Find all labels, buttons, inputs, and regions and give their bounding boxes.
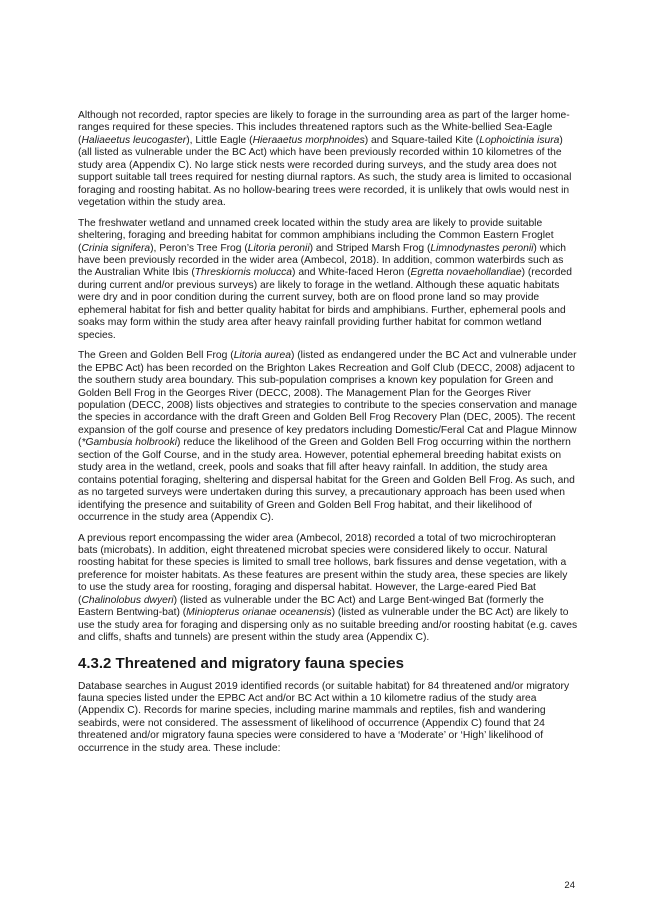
text-run: ) (all listed as vulnerable under the BC Act) which have been previously recorded within 10 kilometres of the study area (Appendix C). No large stick nests were recorded during surveys, and the study area does not support suitable tall trees required for nesting diurnal raptors. As such, the study area is limited to occasional foraging and roosting habitat. As no hollow-bearing trees were recorded, it is unlikely that owls would nest in vegetation within the study area. [78,134,572,209]
species-name: Haliaeetus leucogaster [81,134,187,146]
text-run: A previous report encompassing the wider area (Ambecol, 2018) recorded a total of two microchiropteran bats (microbats). In addition, eight threatened microbat species were considered likely to occur. Natural roosting habitat for these species is limited to small tree hollows, bark fissures and dense vegetation, with a preference for moister habitats. As these features are present within the study area, these species are likely to use the study area for roosting, foraging and dispersal habitat. However, the Large-eared Pied Bat ( [78,532,568,606]
species-name: Litoria peronii [247,242,310,254]
species-name: *Gambusia holbrooki [81,437,178,449]
paragraph-wetland [78,218,578,343]
species-name: Lophoictinia isura [479,134,560,146]
species-name: Egretta novaehollandiae [410,267,522,279]
species-name: Hieraaetus morphnoides [252,134,365,146]
text-run: ) and White-faced Heron ( [292,267,411,279]
text-run: ), Little Eagle ( [186,134,253,146]
species-name: Miniopterus orianae oceanensis [186,607,332,619]
section-heading: 4.3.2 Threatened and migratory fauna species [78,654,404,672]
text-run: ) (listed as endangered under the BC Act and vulnerable under the EPBC Act) has been recorded on the Brighton Lakes Recreation and Golf Club (DECC, 2008) adjacent to the southern study area boundary. This sub-population comprises a known key population for Green and Golden Bell Frog in the Georges River (DECC, 2008). The Management Plan for the Georges River population (DECC, 2008) lists objectives and strategies to contribute to the species conservation and manage the species in accordance with the draft Green and Golden Bell Frog Recovery Plan (DEC, 2005). The recent expansion of the golf course and presence of key predators including Domestic/Feral Cat and Plague Minnow ( [78,350,578,449]
text-run: ) (listed as vulnerable under the BC Act) are likely to use the study area for foraging and dispersing only as no suitable breeding and/or roosting habitat (e.g. caves and cliffs, shafts and tunnels) are present within the study area (Appendix C). [78,607,578,644]
text-run: ) and Striped Marsh Frog ( [309,242,431,254]
text-run: The Green and Golden Bell Frog ( [78,350,234,362]
text-run: ) reduce the likelihood of the Green and Golden Bell Frog occurring within the northern section of the Golf Course, and in the study area. However, potential ephemeral breeding habitat exists on study area in the wetland, creek, pools and soaks that fill after heavy rainfall. In addition, the study area contains potential foraging, sheltering and dispersal habitat for the Green and Golden Bell Frog. As such, and as no targeted surveys were undertaken during this survey, a precautionary approach has been used when identifying the presence and suitability of Green and Golden Bell Frog habitat, and their likelihood of occurrence in the study area (Appendix C). [78,437,575,524]
text-run: Although not recorded, raptor species are likely to forage in the surrounding area as part of the larger home-ranges required for these species. This includes threatened raptors such as the White-bellied Sea-Eagle ( [78,110,570,146]
paragraph-database-searches: Database searches in August 2019 identified records (or suitable habitat) for 84 threatened and/or migratory fauna species listed under the EPBC Act and/or BC Act within a 10 kilometre radius of the study area (Appendix C). Records for marine species, including marine mammals and reptiles, fish and wandering seabirds, were not considered. The assessment of likelihood of occurrence (Appendix C) found that 24 threatened and/or migratory fauna species were considered to have a ‘Moderate’ or ‘High’ likelihood of occurrence in the study area. These include: [78,680,570,754]
species-name: Chalinolobus dwyeri [81,594,174,606]
paragraph-bell-frog [78,350,578,524]
species-name: Crinia signifera [81,242,151,254]
species-name: Limnodynastes peronii [430,242,534,254]
text-run: ) (listed as vulnerable under the BC Act) and Large Bent-winged Bat (formerly the Eastern Bentwing-bat) ( [78,594,544,619]
species-name: Threskiornis molucca [194,267,293,279]
page-number: 24 [564,880,575,891]
text-run: The freshwater wetland and unnamed creek located within the study area are likely to provide suitable sheltering, foraging and breeding habitat for common amphibians including the Common Eastern Froglet ( [78,217,554,254]
document-body [78,110,578,763]
text-run: ) (recorded during current and/or previous surveys) are likely to forage in the wetland. Although these aquatic habitats were dry and in poor condition during the current survey, both are on flood prone land so may provide ephemeral habitat for fish and better quality habitat for birds and amphibians. Further, ephemeral pools and soaks may form within the study area after heavy rainfall providing further habitat for common wetland species. [78,267,572,341]
paragraph-microbats [78,533,578,645]
paragraph-raptors [78,110,578,210]
text-run: ) which have been previously recorded in the wider area (Ambecol, 2018). In addition, common waterbirds such as the Australian White Ibis ( [78,242,567,279]
species-name: Litoria aurea [233,350,291,362]
text-run: ) and Square-tailed Kite ( [364,134,480,146]
text-run: ), Peron’s Tree Frog ( [150,242,248,254]
